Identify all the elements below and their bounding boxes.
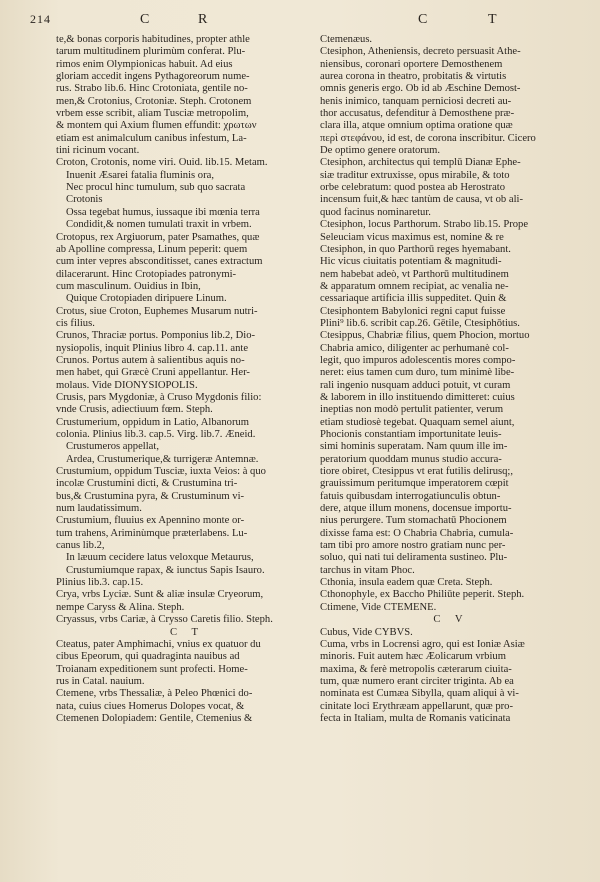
text-line: Ctesiphon, architectus qui templū Dianæ Ephe-	[320, 157, 521, 169]
text-line: Crustumium, fluuius ex Apennino monte or-	[56, 515, 245, 527]
text-line: nata, cuius ciues Homerus Dolopes vocat, &	[56, 700, 245, 712]
text-line: Condidit,& nomen tumulati traxit in vrbem.	[66, 219, 252, 231]
text-line: Troianam expeditionem sunt profecti. Home-	[56, 663, 248, 675]
text-line: etiam studiosè tegebat. Quaquam semel aiunt,	[320, 416, 515, 428]
text-line: Ctemenæus.	[320, 34, 373, 45]
text-line: simi hominis superatam. Nam quum ille im-	[320, 441, 508, 453]
text-line: Plini⁹ lib.6. scribit cap.26. Gētile, Ctesiphōtius.	[320, 317, 520, 329]
text-line: rali ingenio nusquam adduci potuit, vt curam	[320, 379, 511, 391]
text-line: fatuis quibusdam interrogatiunculis obtun-	[320, 490, 501, 502]
text-line: Ctemene, vrbs Thessaliæ, à Peleo Phœnici do-	[56, 688, 253, 700]
text-line: rus in Catal. nauium.	[56, 675, 145, 687]
running-header	[20, 12, 580, 32]
text-line: Cteatus, pater Amphimachi, vnius ex quatuor du	[56, 638, 261, 650]
section-divider: C V	[433, 614, 469, 626]
text-line: vrbem esse scribit, aliam Tusciæ metropolim,	[56, 108, 249, 120]
text-line: molaus. Vide DIONYSIOPOLIS.	[56, 379, 198, 391]
text-line: cis filius.	[56, 317, 95, 329]
text-line: tarchus in vitam Phoc.	[320, 564, 415, 576]
text-line: grauissimum peritumque imperatorem cœpit	[320, 478, 509, 490]
text-line: & apparatum omnem recipiat, ac venalia ne-	[320, 280, 509, 292]
text-line: In læuum cecidere latus veloxque Metaurus,	[66, 552, 254, 564]
text-line: etiam est animalculum canibus infestum, La-	[56, 132, 247, 144]
text-line: vnde Crusis, adiectiuum fœm. Steph.	[56, 404, 213, 416]
text-line: colonia. Plinius lib.3. cap.5. Virg. lib.7. Æneid.	[56, 429, 256, 440]
text-line: Crotonis	[66, 194, 103, 206]
text-line: rimos enim Olympionicas habuit. Ad eius	[56, 58, 233, 70]
text-line: Nec procul hinc tumulum, sub quo sacrata	[66, 182, 246, 194]
text-line: Ossa tegebat humus, iussaque ibi mœnia terra	[66, 206, 260, 218]
text-line: siæ traditur extruxisse, opus mirabile, & toto	[320, 169, 510, 181]
text-line: Plinius lib.3. cap.15.	[56, 577, 144, 589]
text-line: Seleuciam vicus maximus est, nomine & re	[320, 231, 504, 243]
text-line: bus,& Crustumina pyra, & Crustuminum vi-	[56, 490, 245, 502]
text-line: Cthonia, insula eadem quæ Creta. Steph.	[320, 577, 493, 589]
text-line: dixisse fama est: O Chabria Chabria, cumula-	[320, 527, 514, 539]
text-line: incolæ Crustumini dicti, & Crustumina tri-	[56, 478, 238, 490]
text-line: Crya, vrbs Lyciæ. Sunt & aliæ insulæ Cryeorum,	[56, 589, 264, 601]
text-line: cinitate loci Erythræam appellarunt, quæ pro-	[320, 700, 513, 712]
text-line: Crustumerium, oppidum in Latio, Albanorum	[56, 416, 250, 428]
text-line: Croton, Crotonis, nome viri. Ouid. lib.15. Metam.	[56, 157, 268, 169]
text-line: Quique Crotopiaden diripuere Linum.	[66, 293, 227, 305]
section-divider: C T	[170, 626, 204, 638]
text-line: clara illa, atque omnium optima oratione quæ	[320, 120, 513, 132]
page-number: 214	[30, 12, 51, 26]
text-line: cibus Epeorum, qui quadraginta nauibus ad	[56, 651, 240, 663]
text-line: Ctesiphon, locus Parthorum. Strabo lib.15. Prope	[320, 219, 529, 231]
text-line: tiore obiret, Ctesippus vt erat futilis delirusq;,	[320, 466, 514, 478]
text-line: Ctimene, Vide CTEMENE.	[320, 601, 437, 613]
text-line: rus. Strabo lib.6. Hinc Crotoniata, gentile no-	[56, 83, 248, 95]
text-line: num laudatissimum.	[56, 503, 142, 515]
text-line: Crunos, Thraciæ portus. Pomponius lib.2, Dio-	[56, 330, 256, 342]
text-line: περὶ στεφάνου, id est, de corona inscribitur. Cicero	[320, 132, 536, 144]
text-line: cum inter vepres absconditisset, canes extractum	[56, 256, 263, 268]
text-line: soluo, qui nati tui deliramenta sustineo. Plu-	[320, 552, 508, 564]
text-line: Phocionis constantiam importunitate leuis-	[320, 429, 502, 440]
text-line: Ctesiphon, in quo Parthorū reges hyemabant.	[320, 243, 511, 255]
text-line: nempe Caryss & Alina. Steph.	[56, 601, 185, 613]
text-line: Cubus, Vide CYBVS.	[320, 626, 413, 638]
text-line: gloriam accedit ingens Pythagoreorum nume-	[56, 71, 250, 83]
text-line: Inuenit Æsarei fatalia fluminis ora,	[66, 169, 214, 181]
text-line: niensibus, coronari oportere Demosthenem	[320, 58, 503, 70]
text-line: Chabria amico, diligenter ac perhumanè col-	[320, 342, 509, 354]
text-line: Crustumeros appellat,	[66, 441, 159, 453]
text-line: fecta in Italiam, multa de Romanis vaticinata	[320, 712, 511, 724]
text-line: Crusis, pars Mygdoniæ, à Cruso Mygdonis filio:	[56, 391, 262, 403]
text-line: Hic vicus ciuitatis potentiam & magnitudi-	[320, 256, 502, 268]
text-line: Crotus, siue Croton, Euphemes Musarum nutri-	[56, 305, 258, 317]
header-letter: C	[140, 12, 151, 27]
text-line: Crustumiumque rapax, & iunctus Sapis Isauro.	[66, 564, 265, 576]
text-line: Ctesiphon, Atheniensis, decreto persuasit Athe-	[320, 46, 521, 58]
text-line: orbe celebratum: quod postea ab Herostrato	[320, 182, 506, 194]
text-line: dere, atque illum monens, docensue importu-	[320, 503, 512, 515]
text-line: cum masculinum. Ouidius in Ibin,	[56, 280, 201, 292]
text-line: Cryassus, vrbs Cariæ, à Crysso Caretis filio. Steph.	[56, 614, 273, 626]
text-line: tarum multitudinem plurimùm conferat. Plu-	[56, 46, 246, 58]
text-line: men habet, qui Græcè Cruni appellantur. Her-	[56, 367, 250, 379]
text-line: nominata est Cumæa Sibylla, quam aliqui à vi-	[320, 688, 519, 700]
right-text-column	[320, 34, 582, 725]
text-line: & laborem in illo instituendo dimitteret: cuius	[320, 391, 515, 403]
text-line: maxima, & ferè metropolis cæterarum ciuita-	[320, 663, 512, 675]
header-letter: C	[418, 12, 429, 27]
text-line: Cthonophyle, ex Baccho Philiūte peperit. Steph.	[320, 589, 525, 601]
text-line: cessariaque artificia illis suppeditet. Quin &	[320, 293, 507, 305]
text-line: Ctesippus, Chabriæ filius, quem Phocion, mortuo	[320, 330, 530, 342]
header-letter: R	[198, 12, 209, 27]
text-line: De optimo genere oratorum.	[320, 145, 441, 157]
text-line: tum trahens, Ariminùmque præterlabens. Lu-	[56, 527, 248, 539]
text-line: Cuma, vrbs in Locrensi agro, qui est Ioniæ Asiæ	[320, 638, 525, 650]
text-line: quod facinus nominaretur.	[320, 206, 431, 218]
text-line: henis inimico, tanquam perniciosi decreti au-	[320, 95, 512, 107]
text-line: men,& Crotonius, Crotoniæ. Steph. Crotonem	[56, 95, 252, 107]
text-line: nysiopolis, inquit Plinius libro 4. cap.11. ante	[56, 342, 249, 354]
text-line: tum, quæ numero erant circiter triginta. Ab ea	[320, 675, 514, 687]
text-line: tini ricinum vocant.	[56, 145, 140, 157]
text-line: canus lib.2,	[56, 540, 105, 552]
text-line: neret: eius tamen cum duro, tum minimè libe-	[320, 367, 515, 379]
text-line: Ardea, Crustumerique,& turrigeræ Antemnæ.	[66, 453, 259, 465]
text-line: omnis generis ergo. Ob id ab Æschine Demost-	[320, 83, 521, 95]
text-line: Ctesiphontem Babylonici regni caput fuisse	[320, 305, 506, 317]
text-line: peratorium quoddam munus studio accura-	[320, 453, 502, 465]
text-line: te,& bonas corporis habitudines, propter athle	[56, 34, 250, 45]
text-line: incensum fuit,& hæc tantùm de causa, vt ob ali-	[320, 194, 523, 206]
text-line: nius perurgere. Tum stomachatū Phocionem	[320, 515, 507, 527]
text-line: thor accusatus, defenditur à Demosthene præ-	[320, 108, 515, 120]
text-line: & montem qui Axium flumen effundit: χρωτων	[56, 120, 257, 132]
text-line: dilacerarunt. Hinc Crotopiades patronymi-	[56, 268, 237, 280]
left-text-column	[56, 34, 318, 725]
header-letter: T	[488, 12, 498, 27]
text-line: ab Apolline compressa, Linum peperit: quem	[56, 243, 248, 255]
text-line: Crotopus, rex Argiuorum, pater Psamathes, quæ	[56, 231, 260, 243]
text-line: tam tibi pro amore nostro gratiam nunc per-	[320, 540, 506, 552]
text-line: aurea corona in theatro, probitatis & virtutis	[320, 71, 507, 83]
text-line: Ctemenen Dolopiadem: Gentile, Ctemenius &	[56, 712, 253, 724]
text-line: Crunos. Portus autem à salientibus aquis no-	[56, 354, 245, 366]
text-line: minoris. Fuit autem hæc Æolicarum vrbium	[320, 651, 506, 663]
text-line: ineptias non modò pertulit patienter, verum	[320, 404, 504, 416]
text-line: nem habebat adeò, vt Parthorū multitudinem	[320, 268, 509, 280]
text-line: legit, quo impuros adolescentis mores compo-	[320, 354, 516, 366]
text-line: Crustumium, oppidum Tusciæ, iuxta Veios: à quo	[56, 466, 266, 478]
